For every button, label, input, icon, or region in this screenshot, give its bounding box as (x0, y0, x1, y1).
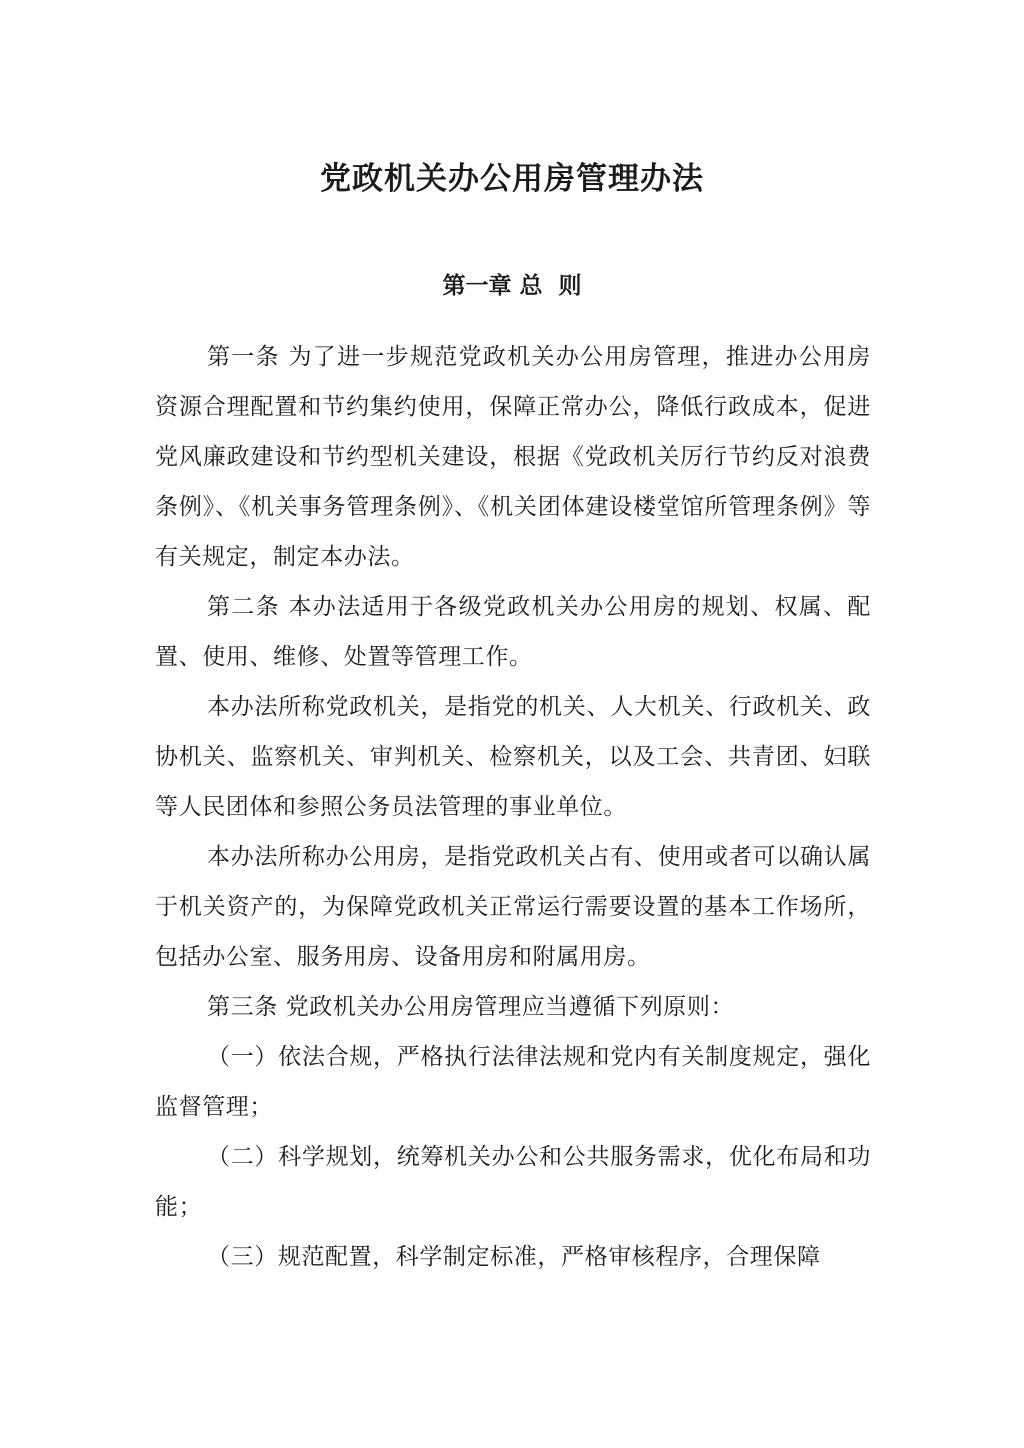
paragraph-principle-1: （一）依法合规，严格执行法律法规和党内有关制度规定，强化监督管理； (155, 1044, 871, 1120)
chapter-heading: 第一章 总 则 (442, 272, 582, 299)
document-title: 党政机关办公用房管理办法 (320, 161, 704, 197)
paragraph-article-3: 第三条 党政机关办公用房管理应当遵循下列原则： (207, 994, 735, 1020)
paragraph-definition-office-space: 本办法所称办公用房，是指党政机关占有、使用或者可以确认属于机关资产的，为保障党政机关正常运行需要设置的基本工作场所，包括办公室、服务用房、设备用房和附属用房。 (155, 844, 871, 970)
paragraph-principle-2: （二）科学规划，统筹机关办公和公共服务需求，优化布局和功能； (155, 1144, 871, 1220)
document-body (155, 332, 871, 1282)
paragraph-principle-3: （三）规范配置，科学制定标准，严格审核程序，合理保障 (207, 1244, 821, 1270)
paragraph-definition-agencies: 本办法所称党政机关，是指党的机关、人大机关、行政机关、政协机关、监察机关、审判机关、检察机关，以及工会、共青团、妇联等人民团体和参照公务员法管理的事业单位。 (155, 694, 871, 820)
paragraph-article-2: 第二条 本办法适用于各级党政机关办公用房的规划、权属、配置、使用、维修、处置等管理工作。 (155, 594, 871, 670)
paragraph-article-1: 第一条 为了进一步规范党政机关办公用房管理，推进办公用房资源合理配置和节约集约使用，保障正常办公，降低行政成本，促进党风廉政建设和节约型机关建设，根据《党政机关厉行节约反对浪费条例》、《机关事务管理条例》、《机关团体建设楼堂馆所管理条例》等有关规定，制定本办法。 (155, 344, 871, 570)
